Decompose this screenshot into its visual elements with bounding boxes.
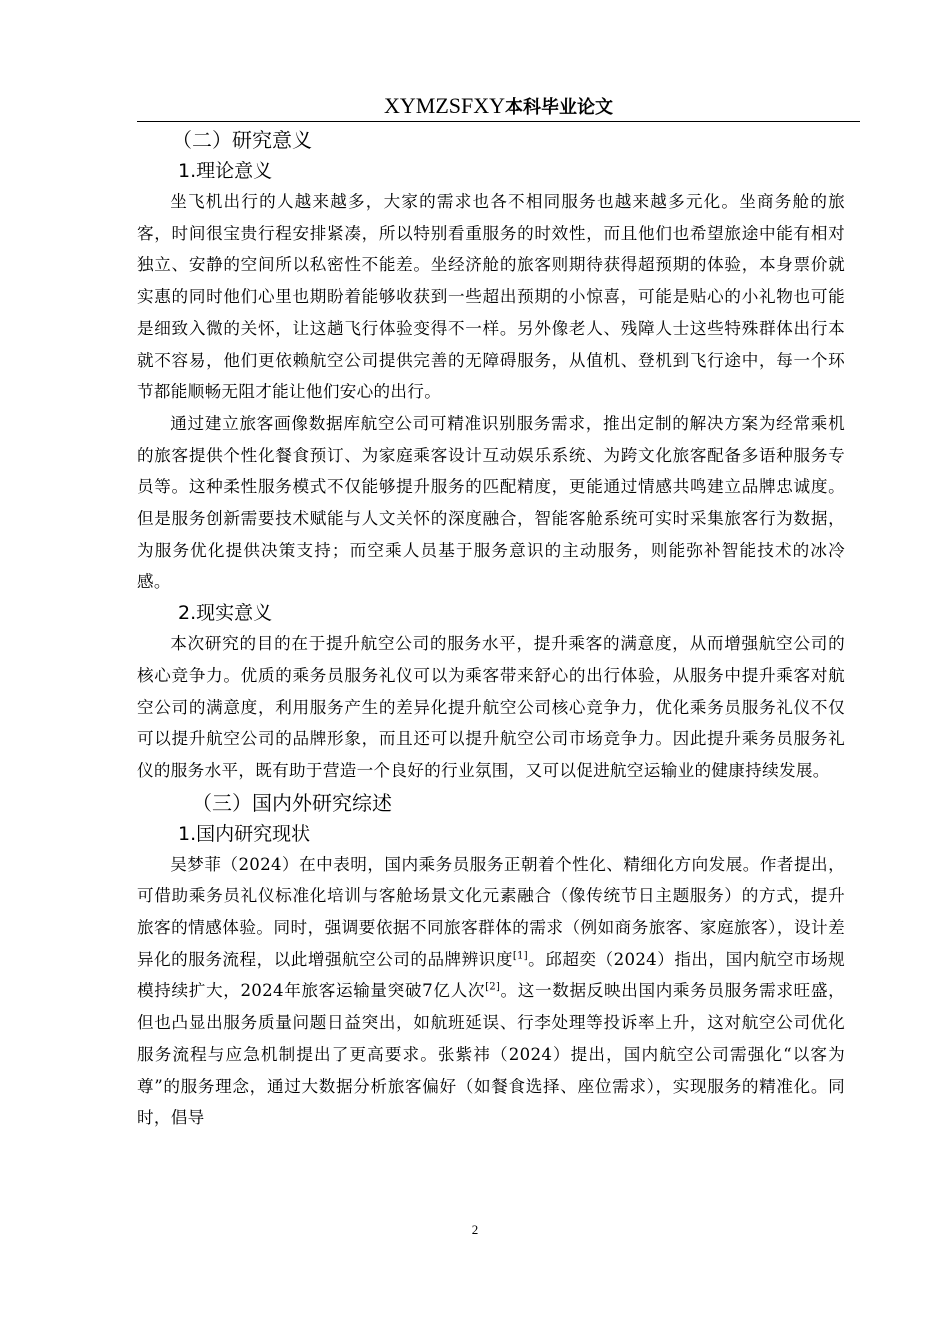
document-body — [137, 124, 845, 1134]
subheading-theoretical-significance: 1.理论意义 — [178, 160, 273, 182]
paragraph — [137, 849, 845, 1134]
subheading-domestic-status: 1.国内研究现状 — [178, 822, 311, 845]
header-rule — [137, 121, 860, 122]
page-header — [137, 92, 860, 122]
subheading-practical-significance: 2.现实意义 — [178, 602, 273, 625]
paragraph: 通过建立旅客画像数据库航空公司可精准识别服务需求，推出定制的解决方案为经常乘机的旅客提供个性化餐食预订、为家庭乘客设计互动娱乐系统、为跨文化旅客配备多语种服务专员等。这种柔性服务模式不仅能够提升服务的匹配精度，更能通过情感共鸣建立品牌忠诚度。但是服务创新需要技术赋能与人文关怀的深度融合，智能客舱系统可实时采集旅客行为数据，为服务优化提供决策支持；而空乘人员基于服务意识的主动服务，则能弥补智能技术的冰冷感。 — [137, 413, 845, 592]
page-number: 2 — [471, 1222, 479, 1237]
citation-ref[interactable]: [2] — [485, 981, 501, 993]
paragraph: 本次研究的目的在于提升航空公司的服务水平，提升乘客的满意度，从而增强航空公司的核心竞争力。优质的乘务员服务礼仪可以为乘客带来舒心的出行体验，从服务中提升乘客对航空公司的满意度，利用服务产生的差异化提升航空公司核心竞争力，优化乘务员服务礼仪不仅可以提升航空公司的品牌形象，而且还可以提升航空公司市场竞争力。因此提升乘务员服务礼仪的服务水平，既有助于营造一个良好的行业氛围，又可以促进航空运输业的健康持续发展。 — [137, 634, 845, 780]
paragraph-text: 。邱超奕（2024）指出，国内航空市场规模持续扩大，2024年旅客运输量突破7亿人次 — [137, 949, 845, 1001]
paragraph: 坐飞机出行的人越来越多，大家的需求也各不相同服务也越来越多元化。坐商务舱的旅客，时间很宝贵行程安排紧凑，所以特别看重服务的时效性，而且他们也希望旅途中能有相对独立、安静的空间所以私密性不能差。坐经济舱的旅客则期待获得超预期的体验，本身票价就实惠的同时他们心里也期盼着能够收获到一些超出预期的小惊喜，可能是贴心的小礼物也可能是细致入微的关怀，让这趟飞行体验变得不一样。另外像老人、残障人士这些特殊群体出行本就不容易，他们更依赖航空公司提供完善的无障碍服务，从值机、登机到飞行途中，每一个环节都能顺畅无阻才能让他们安心的出行。 — [137, 192, 845, 402]
citation-ref[interactable]: [1] — [512, 950, 528, 962]
paragraph-text: 。这一数据反映出国内乘务员服务需求旺盛，但也凸显出服务质量问题日益突出，如航班延误、行李处理等投诉率上升，这对航空公司优化服务流程与应急机制提出了更高要求。张紫祎（2024）提出，国内航空公司需强化“以客为尊”的服务理念，通过大数据分析旅客偏好（如餐食选择、座位需求），实现服务的精准化。同时，倡导 — [137, 981, 846, 1128]
section-heading-literature-review: （三）国内外研究综述 — [192, 790, 392, 815]
header-latin: XYMZSFXY — [383, 93, 506, 118]
section-heading-research-significance: （二）研究意义 — [172, 128, 312, 152]
paragraph-text: 吴梦菲（2024）在中表明，国内乘务员服务正朝着个性化、精细化方向发展。作者提出，可借助乘务员礼仪标准化培训与客舱场景文化元素融合（像传统节日主题服务）的方式，提升旅客的情感体验。同时，强调要依据不同旅客群体的需求（例如商务旅客、家庭旅客），设计差异化的服务流程，以此增强航空公司的品牌辨识度 — [137, 854, 845, 969]
header-title: 本科毕业论文 — [505, 97, 614, 118]
